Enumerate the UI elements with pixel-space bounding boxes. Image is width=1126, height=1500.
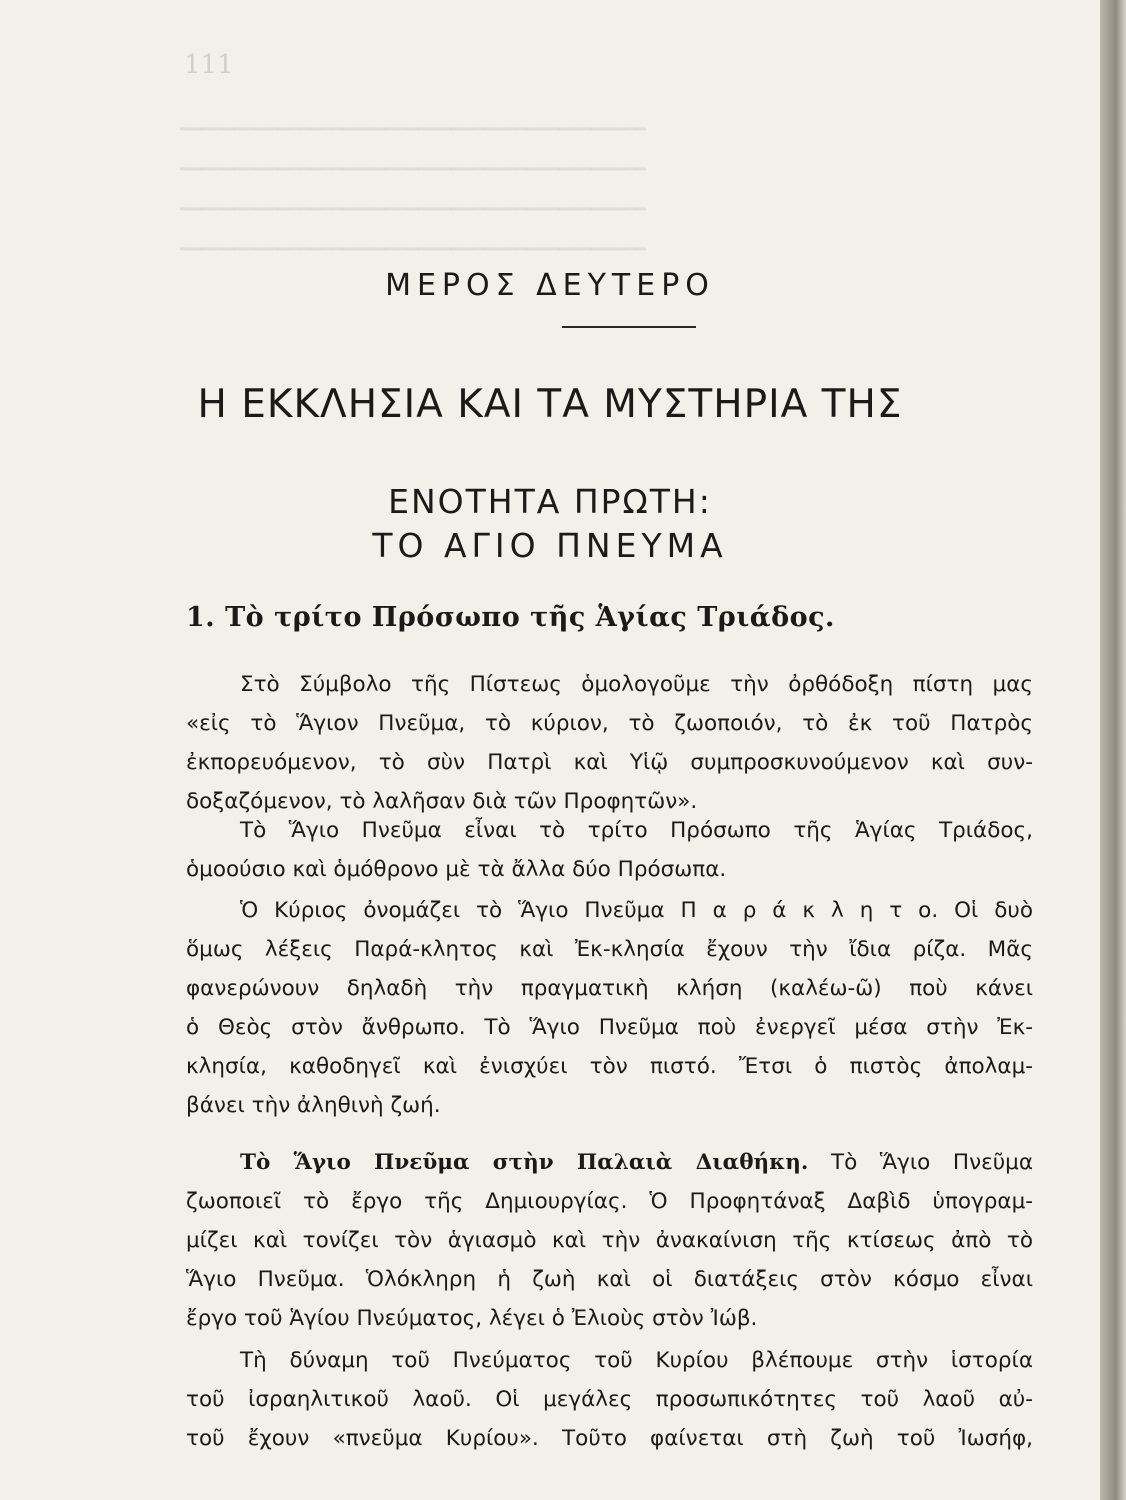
title-divider (562, 326, 696, 328)
text-span: Τὸ Ἅγιο Πνεῦμα (808, 1150, 1033, 1175)
text-line: ἔργο τοῦ Ἁγίου Πνεύματος, λέγει ὁ Ἐλιοὺς στὸν Ἰώβ. (186, 1306, 758, 1331)
bleedthrough-text: ━━━━━━━━━━━━━━━━━━━━━━━━━━━━━━━━━━━━━━━━━━━ (180, 199, 646, 220)
text-line: κλησία, καθοδηγεῖ καὶ ἐνισχύει τὸν πιστό. Ἔτσι ὁ πιστὸς ἀπολαμ- (186, 1054, 1033, 1079)
page-number-bleedthrough: 111 (184, 50, 234, 80)
unit-title: ΕΝΟΤΗΤΑ ΠΡΩΤΗ: (388, 482, 712, 521)
text-line: δοξαζόμενον, τὸ λαλῆσαν διὰ τῶν Προφητῶν». (186, 789, 698, 814)
text-line: «εἰς τὸ Ἅγιον Πνεῦμα, τὸ κύριον, τὸ ζωοποιόν, τὸ ἐκ τοῦ Πατρὸς (186, 711, 1033, 736)
part-title: ΜΕΡΟΣ ΔΕΥΤΕΡΟ (385, 268, 715, 303)
text-line: ὅμως λέξεις Παρά-κλητος καὶ Ἐκ-κλησία ἔχουν τὴν ἴδια ρίζα. Μᾶς (186, 937, 1033, 962)
text-line: φανερώνουν δηλαδὴ τὴν πραγματικὴ κλήση (καλέω-ῶ) ποὺ κάνει (186, 976, 1033, 1001)
text-line: ὁμοούσιο καὶ ὁμόθρονο μὲ τὰ ἄλλα δύο Πρόσωπα. (186, 857, 727, 882)
main-title: Η ΕΚΚΛΗΣΙΑ ΚΑΙ ΤΑ ΜΥΣΤΗΡΙΑ ΤΗΣ (197, 382, 903, 427)
bleedthrough-text: ━━━━━━━━━━━━━━━━━━━━━━━━━━━━━━━━━━━━━━━━━━━ (180, 119, 646, 140)
subheading-inline: Τὸ Ἅγιο Πνεῦμα στὴν Παλαιὰ Διαθήκη. (240, 1150, 809, 1175)
text-line: ζωοποιεῖ τὸ ἔργο τῆς Δημιουργίας. Ὁ Προφητάναξ Δαβὶδ ὑπογραμ- (186, 1189, 1033, 1214)
text-line: Τὴ δύναμη τοῦ Πνεύματος τοῦ Κυρίου βλέπουμε στὴν ἱστορία (240, 1348, 1033, 1373)
text-line: μίζει καὶ τονίζει τὸν ἁγιασμὸ καὶ τὴν ἀνακαίνιση τῆς κτίσεως ἀπὸ τὸ (186, 1228, 1033, 1253)
text-line: τοῦ ἰσραηλιτικοῦ λαοῦ. Οἱ μεγάλες προσωπικότητες τοῦ λαοῦ αὐ- (186, 1387, 1033, 1412)
page-edge-shadow (1100, 0, 1126, 1500)
section-heading: 1. Τὸ τρίτο Πρόσωπο τῆς Ἁγίας Τριάδος. (186, 602, 835, 633)
text-line: ὁ Θεὸς στὸν ἄνθρωπο. Τὸ Ἅγιο Πνεῦμα ποὺ ἐνεργεῖ μέσα στὴν Ἐκ- (186, 1015, 1033, 1040)
text-line (240, 1150, 1033, 1175)
unit-subtitle: ΤΟ ΑΓΙΟ ΠΝΕΥΜΑ (372, 526, 728, 565)
bleedthrough-text: ━━━━━━━━━━━━━━━━━━━━━━━━━━━━━━━━━━━━━━━━━━━ (180, 239, 646, 260)
bleedthrough-text: ━━━━━━━━━━━━━━━━━━━━━━━━━━━━━━━━━━━━━━━━━━━ (180, 159, 646, 180)
text-line: Ὁ Κύριος ὀνομάζει τὸ Ἅγιο Πνεῦμα Π α ρ ά κ λ η τ ο. Οἱ δυὸ (240, 898, 1033, 923)
text-line: Τὸ Ἅγιο Πνεῦμα εἶναι τὸ τρίτο Πρόσωπο τῆς Ἁγίας Τριάδος, (240, 818, 1033, 843)
text-line: Στὸ Σύμβολο τῆς Πίστεως ὁμολογοῦμε τὴν ὀρθόδοξη πίστη μας (240, 672, 1033, 697)
text-line: τοῦ ἔχουν «πνεῦμα Κυρίου». Τοῦτο φαίνεται στὴ ζωὴ τοῦ Ἰωσήφ, (186, 1426, 1033, 1451)
text-line: βάνει τὴν ἀληθινὴ ζωή. (186, 1093, 441, 1118)
text-line: Ἅγιο Πνεῦμα. Ὁλόκληρη ἡ ζωὴ καὶ οἱ διατάξεις στὸν κόσμο εἶναι (186, 1267, 1033, 1292)
text-line: ἐκπορευόμενον, τὸ σὺν Πατρὶ καὶ Υἱῷ συμπροσκυνούμενον καὶ συν- (186, 750, 1033, 775)
